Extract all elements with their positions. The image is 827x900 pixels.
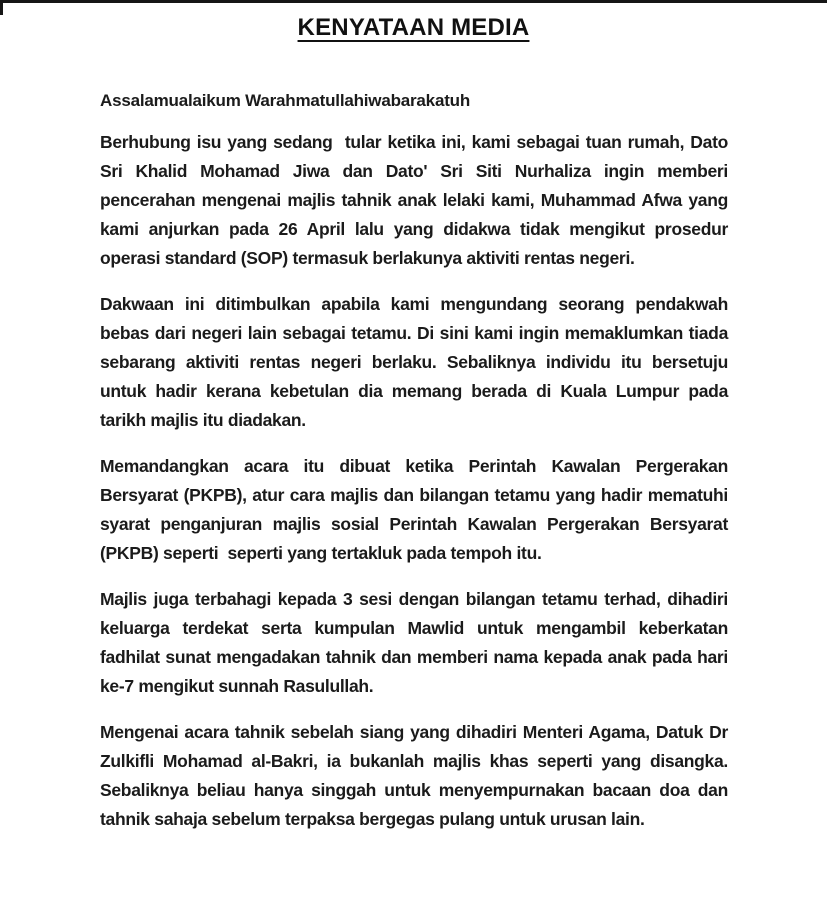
- salutation-line: Assalamualaikum Warahmatullahiwabarakatuh: [100, 91, 471, 110]
- scan-edge-left: [0, 0, 3, 15]
- page-title: KENYATAAN MEDIA: [297, 14, 530, 41]
- paragraph-2: Dakwaan ini ditimbulkan apabila kami mengundang seorang pendakwah bebas dari negeri lain sebagai tetamu. Di sini kami ingin memaklumkan tiada sebarang aktiviti rentas negeri berlaku. Sebaliknya individu itu bersetuju untuk hadir kerana kebetulan dia memang berada di Kuala Lumpur pada tarikh majlis itu diadakan.: [100, 294, 733, 430]
- paragraph-4: Majlis juga terbahagi kepada 3 sesi dengan bilangan tetamu terhad, dihadiri keluarga terdekat serta kumpulan Mawlid untuk mengambil keberkatan fadhilat sunat mengadakan tahnik dan memberi nama kepada anak pada hari ke-7 mengikut sunnah Rasulullah.: [100, 589, 733, 696]
- paragraph-5: Mengenai acara tahnik sebelah siang yang dihadiri Menteri Agama, Datuk Dr Zulkifli Mohamad al-Bakri, ia bukanlah majlis khas seperti yang disangka. Sebaliknya beliau hanya singgah untuk menyempurnakan bacaan doa dan tahnik sahaja sebelum terpaksa bergegas pulang untuk urusan lain.: [100, 722, 738, 829]
- document-body: [100, 91, 738, 834]
- paragraph-3: Memandangkan acara itu dibuat ketika Perintah Kawalan Pergerakan Bersyarat (PKPB), atur cara majlis dan bilangan tetamu yang hadir mematuhi syarat penganjuran majlis sosial Perintah Kawalan Pergerakan Bersyarat (PKPB) seperti seperti yang tertakluk pada tempoh itu.: [100, 456, 733, 563]
- scan-edge-top: [0, 0, 827, 3]
- paragraph-1: Berhubung isu yang sedang tular ketika ini, kami sebagai tuan rumah, Dato Sri Khalid Mohamad Jiwa dan Dato' Sri Siti Nurhaliza ingin memberi pencerahan mengenai majlis tahnik anak lelaki kami, Muhammad Afwa yang kami anjurkan pada 26 April lalu yang didakwa tidak mengikut prosedur operasi standard (SOP) termasuk berlakunya aktiviti rentas negeri.: [100, 132, 733, 268]
